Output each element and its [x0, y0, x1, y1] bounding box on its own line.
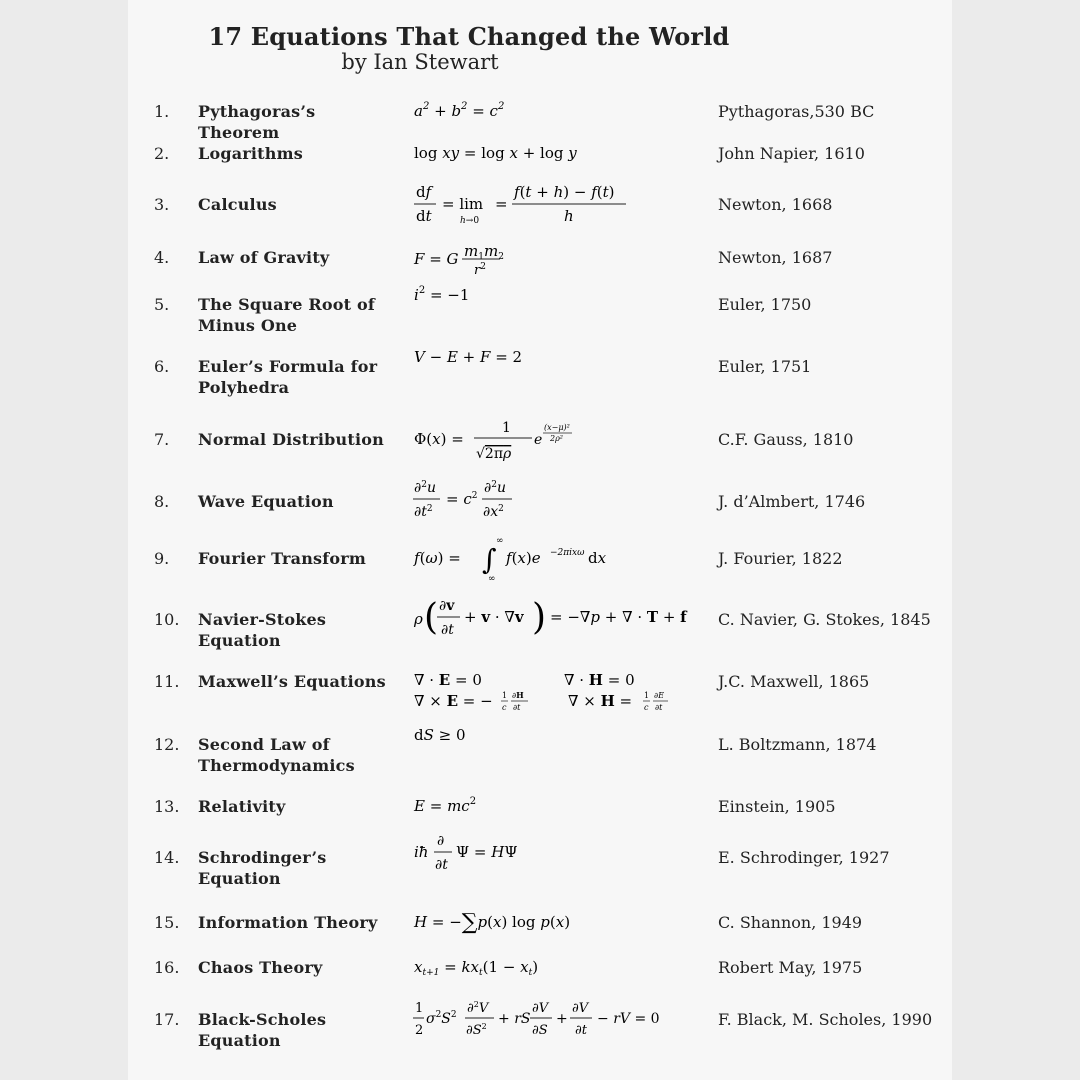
equation-number: 15.: [154, 913, 180, 932]
equation-name: Fourier Transform: [198, 549, 366, 568]
equation-author: J. Fourier, 1822: [718, 549, 843, 568]
svg-text:∂v: ∂v: [439, 598, 455, 614]
equation-author: Robert May, 1975: [718, 958, 863, 977]
svg-text:c: c: [644, 703, 649, 712]
equation-author: J. d’Almbert, 1746: [718, 492, 866, 511]
equation-formula: [412, 936, 718, 996]
svg-text:∂2V: ∂$^2$V: [467, 1000, 489, 1016]
equation-number: 14.: [154, 848, 180, 867]
equation-name: Maxwell’s Equations: [198, 672, 386, 691]
equation-author: L. Boltzmann, 1874: [718, 735, 877, 754]
equation-formula: [412, 713, 718, 767]
svg-text:+ rS: + rS: [498, 1011, 531, 1027]
svg-text:∂t: ∂t: [655, 703, 663, 712]
equation-formula: [412, 173, 718, 233]
equation-author: Newton, 1687: [718, 248, 833, 267]
equation-author: John Napier, 1610: [718, 144, 865, 163]
svg-text:= lim: = lim: [442, 195, 484, 213]
equation-author: E. Schrodinger, 1927: [718, 848, 890, 867]
svg-text:∂t: ∂t: [513, 703, 521, 712]
equation-formula: [412, 335, 718, 389]
equation-author: Newton, 1668: [718, 195, 833, 214]
equation-name: Calculus: [198, 195, 277, 214]
svg-text:∂V: ∂V: [572, 1001, 589, 1016]
equation-author: C. Navier, G. Stokes, 1845: [718, 610, 931, 629]
svg-text:∂E: ∂E: [654, 691, 664, 700]
svg-text:ρ: ρ: [414, 610, 423, 628]
equation-name: Law of Gravity: [198, 248, 330, 267]
equation-formula: [412, 273, 718, 327]
svg-text:h→0: h→0: [460, 216, 480, 226]
svg-text:+ v · ∇v: + v · ∇v: [464, 608, 524, 626]
equation-author: J.C. Maxwell, 1865: [718, 672, 870, 691]
svg-text:H = −∑p(x) log p(x): H = −∑p(x) log p(x): [414, 910, 571, 935]
document-page: [128, 0, 952, 1080]
svg-text:∂t2: $\partial t^2$: [414, 504, 433, 520]
equation-author: C.F. Gauss, 1810: [718, 430, 854, 449]
svg-text:∇ × H =: ∇ × H =: [568, 692, 633, 710]
equation-number: 8.: [154, 492, 170, 511]
equation-number: 7.: [154, 430, 170, 449]
equation-number: 13.: [154, 797, 180, 816]
svg-text:2: 2: [415, 1023, 424, 1038]
equation-name: Chaos Theory: [198, 958, 323, 977]
svg-text:Φ(x) =: Φ(x) =: [414, 430, 464, 448]
svg-text:dx: dx: [588, 549, 607, 567]
equation-number: 6.: [154, 357, 170, 376]
svg-text:xt+1 = kxt(1 − xt): $x_{t+1} = kx_t(1 - x_t)$: [414, 958, 539, 978]
equation-name: Wave Equation: [198, 492, 334, 511]
equation-name: Pythagoras’s Theorem: [198, 102, 316, 142]
equation-author: Einstein, 1905: [718, 797, 836, 816]
svg-text:2ρ²: 2ρ²: [550, 434, 563, 443]
svg-text:V − E + F = 2: V − E + F = 2: [414, 348, 523, 366]
equation-name: Normal Distribution: [198, 430, 384, 449]
equation-number: 2.: [154, 144, 170, 163]
svg-text:σ2S2: $\sigma^2S^2$: [426, 1010, 457, 1027]
svg-text:F = G: F = G: [414, 250, 459, 268]
svg-text:E = mc2: $E = mc^2$: [414, 796, 477, 815]
svg-text:∂V: ∂V: [532, 1001, 549, 1016]
svg-text:∞: ∞: [496, 536, 504, 546]
equation-formula: [412, 650, 718, 716]
svg-text:∇ · E = 0: ∇ · E = 0: [414, 671, 482, 689]
page-subtitle: by Ian Stewart: [341, 50, 499, 74]
page-title: 17 Equations That Changed the World: [208, 22, 730, 51]
svg-text:iħ: iħ: [414, 843, 429, 861]
svg-text:Ψ = HΨ: Ψ = HΨ: [456, 843, 518, 861]
equation-number: 4.: [154, 248, 170, 267]
equation-name: The Square Root of Minus One: [198, 295, 375, 335]
svg-text:(x−μ)²: (x−μ)²: [544, 423, 570, 432]
svg-text:): ): [532, 597, 547, 638]
equation-name: Relativity: [198, 797, 286, 816]
equation-name: Schrodinger’s Equation: [198, 848, 327, 888]
equation-formula: [412, 408, 718, 468]
equation-author: Euler, 1751: [718, 357, 812, 376]
svg-text:− rV = 0: − rV = 0: [597, 1011, 660, 1027]
svg-text:i2 = −1: $i^2 = -1$: [414, 285, 470, 304]
equation-formula: [412, 527, 718, 587]
equation-number: 1.: [154, 102, 170, 121]
equation-name: Logarithms: [198, 144, 303, 163]
svg-text:∂S: ∂S: [532, 1023, 548, 1038]
equation-number: 9.: [154, 549, 170, 568]
equation-formula: [412, 988, 722, 1048]
equation-name: Navier-Stokes Equation: [198, 610, 327, 650]
svg-text:∂: ∂: [437, 833, 445, 849]
svg-text:dS ≥ 0: dS ≥ 0: [414, 726, 466, 744]
svg-text:= −∇p + ∇ · T + f: = −∇p + ∇ · T + f: [550, 608, 687, 626]
equation-name: Information Theory: [198, 913, 378, 932]
svg-text:√2πρ: √2πρ: [476, 446, 512, 462]
svg-text:∫: ∫: [482, 543, 497, 576]
svg-text:f(x)e: f(x)e: [506, 549, 541, 567]
equation-author: F. Black, M. Scholes, 1990: [718, 1010, 933, 1029]
svg-text:c: c: [502, 703, 507, 712]
equation-number: 17.: [154, 1010, 180, 1029]
svg-text:∂x2: $\partial x^2$: [483, 504, 504, 520]
equation-author: Pythagoras,530 BC: [718, 102, 875, 121]
equation-number: 5.: [154, 295, 170, 314]
svg-text:+: +: [556, 1011, 568, 1027]
svg-text:∂S2: $\partial S^2$: [466, 1022, 487, 1038]
svg-text:∇ · H = 0: ∇ · H = 0: [564, 671, 635, 689]
svg-text:a2 + b2 = c2: $a^2 + b^2 = c^2$: [414, 101, 505, 120]
svg-text:∇ × E = −: ∇ × E = −: [414, 692, 493, 710]
equation-name: Black-Scholes Equation: [198, 1010, 327, 1050]
equation-formula: [412, 470, 718, 530]
svg-text:m1m2: $m_1m_2$: [464, 242, 504, 262]
svg-text:1: 1: [502, 420, 511, 436]
svg-text:∂2u: ∂$^2$u: [414, 480, 437, 496]
svg-text:−2πixω: −2πixω: [550, 548, 585, 558]
svg-text:∂t: ∂t: [435, 857, 448, 873]
svg-text:1: 1: [415, 1001, 424, 1016]
svg-text:∂t: ∂t: [441, 622, 454, 638]
svg-text:1: 1: [644, 691, 650, 700]
equation-name: Second Law of Thermodynamics: [198, 735, 355, 775]
svg-text:df: df: [416, 183, 432, 201]
svg-text:r2: $r^2$: [474, 262, 486, 278]
svg-text:f(t + h) − f(t): f(t + h) − f(t): [514, 183, 615, 201]
equation-formula: [412, 588, 718, 648]
equation-number: 3.: [154, 195, 170, 214]
svg-text:h: h: [564, 207, 574, 225]
equation-author: Euler, 1750: [718, 295, 812, 314]
equation-formula: [412, 826, 718, 888]
svg-text:∂2u: ∂$^2$u: [484, 480, 507, 496]
equation-number: 10.: [154, 610, 180, 629]
svg-text:∂H: ∂H: [512, 690, 524, 700]
svg-text:∂t: ∂t: [575, 1023, 587, 1038]
equation-name: Euler’s Formula for Polyhedra: [198, 357, 378, 397]
svg-text:log xy = log x + log y: log xy = log x + log y: [414, 144, 577, 162]
equation-number: 12.: [154, 735, 180, 754]
svg-text:=: =: [495, 195, 508, 213]
svg-text:∞: ∞: [488, 574, 496, 584]
svg-text:f(ω) =: f(ω) =: [414, 549, 461, 567]
equation-number: 11.: [154, 672, 180, 691]
equation-number: 16.: [154, 958, 180, 977]
svg-text:(: (: [424, 597, 439, 638]
svg-text:e: e: [534, 432, 543, 448]
equation-author: C. Shannon, 1949: [718, 913, 863, 932]
svg-text:1: 1: [502, 691, 508, 700]
svg-text:dt: dt: [416, 207, 432, 225]
svg-text:= c2: = $c^2$: [446, 490, 478, 508]
